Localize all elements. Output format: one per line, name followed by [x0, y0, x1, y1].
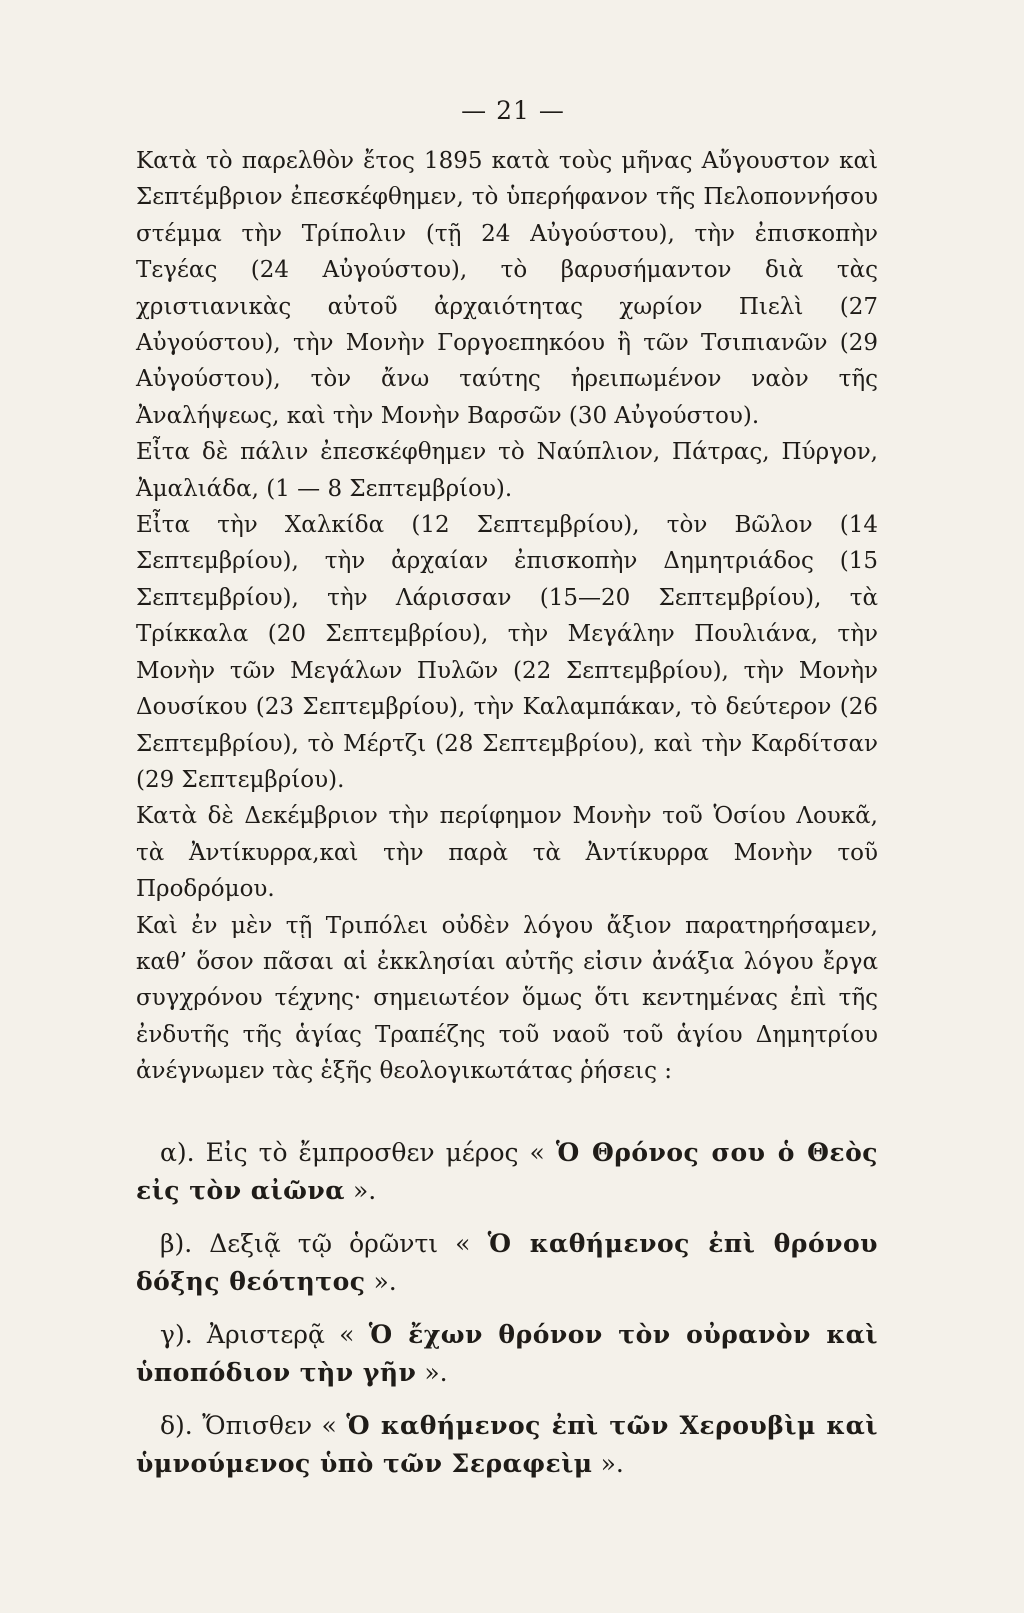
inscription-quote: Ὁ καθήμενος ἐπὶ τῶν Χερουβὶμ καὶ ὑμνούμενος ὑπὸ τῶν Σεραφεὶμ [136, 1410, 878, 1478]
inscription-close: ». [424, 1357, 448, 1387]
inscription-intro: δ). Ὄπισθεν « [160, 1410, 337, 1440]
paragraph-nafplio: Εἶτα δὲ πάλιν ἐπεσκέφθημεν τὸ Ναύπλιον, Πάτρας, Πύργον, Ἀμαλιάδα, (1 — 8 Σεπτεμβρίου). [136, 439, 878, 502]
inscription-close: ». [600, 1448, 624, 1478]
paragraph-september: Εἶτα τὴν Χαλκίδα (12 Σεπτεμβρίου), τὸν Βῶλον (14 Σεπτεμβρίου), τὴν ἀρχαίαν ἐπισκοπὴν Δημητριάδος (15 Σεπτεμβρίου), τὴν Λάρισσαν (15—20 Σεπτεμβρίου), τὰ Τρίκκαλα (20 Σεπτεμβρίου), τὴν Μεγάλην Πουλιάνα, τὴν Μονὴν τῶν Μεγάλων Πυλῶν (22 Σεπτεμβρίου), τὴν Μονὴν Δουσίκου (23 Σεπτεμβρίου), τὴν Καλαμπάκαν, τὸ δεύτερον (26 Σεπτεμβρίου), τὸ Μέρτζι (28 Σεπτεμβρίου), καὶ τὴν Καρδίτσαν (29 Σεπτεμβρίου). [136, 512, 878, 793]
inscription-front [136, 1134, 878, 1210]
inscription-close: ». [352, 1175, 377, 1205]
paragraph-tripoli: Καὶ ἐν μὲν τῇ Τριπόλει οὐδὲν λόγου ἄξιον παρατηρήσαμεν, καθ’ ὅσον πᾶσαι αἱ ἐκκλησίαι αὐτῆς εἰσιν ἀνάξια λόγου ἔργα συγχρόνου τέχνης· σημειωτέον ὅμως ὅτι κεντημένας ἐπὶ τῆς ἐνδυτῆς τῆς ἁγίας Τραπέζης τοῦ ναοῦ τοῦ ἁγίου Δημητρίου ἀνέγνωμεν τὰς ἑξῆς θεολογικωτάτας ῥήσεις : [136, 912, 878, 1085]
paragraph-december: Κατὰ δὲ Δεκέμβριον τὴν περίφημον Μονὴν τοῦ Ὁσίου Λουκᾶ, τὰ Ἀντίκυρρα,καὶ τὴν παρὰ τὰ Ἀντίκυρρα Μονὴν τοῦ Προδρόμου. [136, 803, 878, 903]
inscription-back [136, 1407, 878, 1483]
inscription-intro: α). Εἰς τὸ ἔμπροσθεν μέρος « [160, 1137, 545, 1167]
paragraph-journey-august: Κατὰ τὸ παρελθὸν ἔτος 1895 κατὰ τοὺς μῆνας Αὔγουστον καὶ Σεπτέμβριον ἐπεσκέφθημεν, τὸ ὑπερήφανον τῆς Πελοποννήσου στέμμα τὴν Τρίπολιν (τῇ 24 Αὐγούστου), τὴν ἐπισκοπὴν Τεγέας (24 Αὐγούστου), τὸ βαρυσήμαντον διὰ τὰς χριστιανικὰς αὐτοῦ ἀρχαιότητας χωρίον Πιελὶ (27 Αὐγούστου), τὴν Μονὴν Γοργοεπηκόου ἢ τῶν Τσιπιανῶν (29 Αὐγούστου), τὸν ἄνω ταύτης ἠρειπωμένον ναὸν τῆς Ἀναλήψεως, καὶ τὴν Μονὴν Βαρσῶν (30 Αὐγούστου). [136, 148, 878, 429]
inscription-right [136, 1225, 878, 1301]
inscription-left [136, 1316, 878, 1392]
inscription-intro: γ). Ἀριστερᾷ « [160, 1319, 355, 1349]
inscription-quote: Ὁ Θρόνος σου ὁ Θεὸς εἰς τὸν αἰῶνα [136, 1137, 878, 1205]
inscription-close: ». [373, 1266, 397, 1296]
body-text [136, 143, 878, 1090]
inscription-list [136, 1134, 878, 1483]
inscription-quote: Ὁ καθήμενος ἐπὶ θρόνου δόξης θεότητος [136, 1228, 878, 1296]
inscription-intro: β). Δεξιᾷ τῷ ὁρῶντι « [160, 1228, 471, 1258]
inscription-quote: Ὁ ἔχων θρόνον τὸν οὐρανὸν καὶ ὑποπόδιον τὴν γῆν [136, 1319, 878, 1387]
page-number: — 21 — [461, 96, 565, 125]
